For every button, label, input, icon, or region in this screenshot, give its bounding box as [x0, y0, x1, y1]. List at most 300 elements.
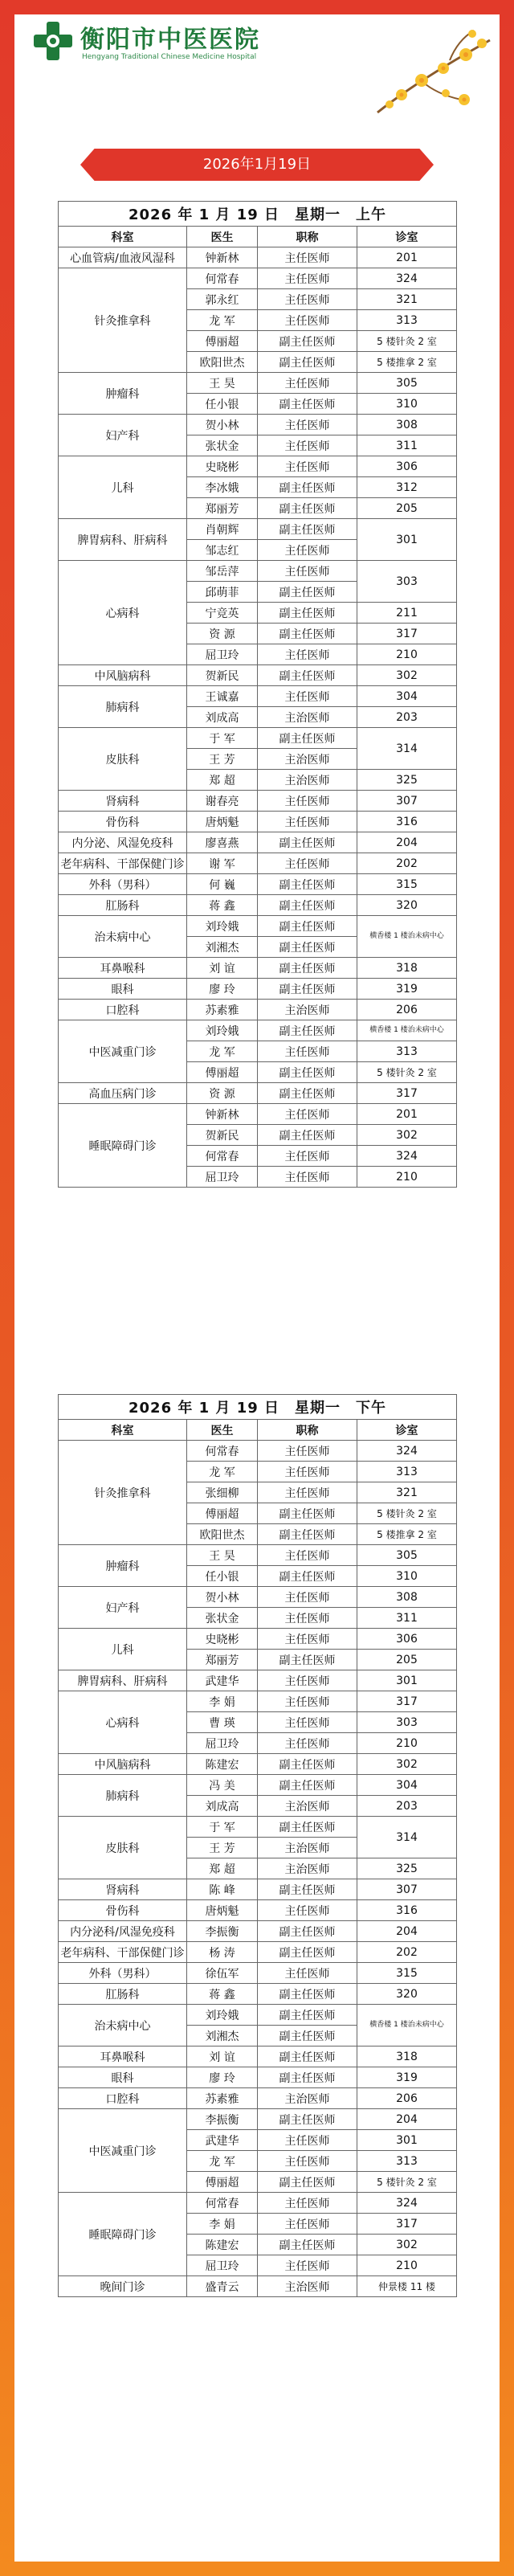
doctor-cell: 郑 超	[187, 1858, 258, 1879]
department-cell: 儿科	[59, 1629, 187, 1670]
title-cell: 副主任医师	[258, 603, 357, 624]
doctor-cell: 陈建宏	[187, 2235, 258, 2255]
title-cell: 副主任医师	[258, 1817, 357, 1838]
title-cell: 副主任医师	[258, 665, 357, 686]
table-row	[59, 1629, 457, 1650]
table-row	[59, 1670, 457, 1691]
frame-bottom	[0, 2562, 514, 2576]
room-cell: 5 楼针灸 2 室	[357, 1062, 457, 1083]
doctor-cell: 蒋 鑫	[187, 895, 258, 916]
table-row	[59, 2193, 457, 2214]
department-cell: 肛肠科	[59, 1984, 187, 2005]
title-cell: 主治医师	[258, 770, 357, 791]
title-cell: 副主任医师	[258, 1775, 357, 1796]
title-cell: 主任医师	[258, 2130, 357, 2151]
session-title: 2026 年 1 月 19 日 星期一 下午	[59, 1395, 457, 1420]
table-row	[59, 1545, 457, 1566]
title-cell: 副主任医师	[258, 352, 357, 373]
column-header: 科室	[59, 1420, 187, 1441]
room-cell: 横香楼 1 楼治未病中心	[357, 1020, 457, 1041]
department-cell: 脾胃病科、肝病科	[59, 1670, 187, 1691]
room-cell: 325	[357, 770, 457, 791]
session-title: 2026 年 1 月 19 日 星期一 上午	[59, 202, 457, 227]
frame-left	[0, 0, 14, 2576]
department-cell: 中风脑病科	[59, 665, 187, 686]
room-cell: 324	[357, 1441, 457, 1462]
title-cell: 副主任医师	[258, 958, 357, 979]
title-cell: 主任医师	[258, 1441, 357, 1462]
title-cell: 主任医师	[258, 2193, 357, 2214]
department-cell: 中医减重门诊	[59, 2109, 187, 2193]
title-cell: 主任医师	[258, 2214, 357, 2235]
title-cell: 主任医师	[258, 1104, 357, 1125]
room-cell: 321	[357, 289, 457, 310]
table-row	[59, 2067, 457, 2088]
title-cell: 主任医师	[258, 268, 357, 289]
doctor-cell: 苏素雅	[187, 1000, 258, 1020]
doctor-cell: 任小银	[187, 1566, 258, 1587]
table-row	[59, 1921, 457, 1942]
doctor-cell: 刘玲娥	[187, 1020, 258, 1041]
room-cell: 324	[357, 2193, 457, 2214]
room-cell: 303	[357, 561, 457, 603]
room-cell: 203	[357, 707, 457, 728]
title-cell: 副主任医师	[258, 1754, 357, 1775]
doctor-cell: 龙 军	[187, 310, 258, 331]
doctor-cell: 邹志红	[187, 540, 258, 561]
doctor-cell: 苏素雅	[187, 2088, 258, 2109]
doctor-cell: 陈 峰	[187, 1879, 258, 1900]
room-cell: 301	[357, 519, 457, 561]
doctor-cell: 谢 军	[187, 853, 258, 874]
title-cell: 主任医师	[258, 1670, 357, 1691]
doctor-cell: 刘 谊	[187, 958, 258, 979]
room-cell: 314	[357, 1817, 457, 1858]
department-cell: 脾胃病科、肝病科	[59, 519, 187, 561]
department-cell: 眼科	[59, 2067, 187, 2088]
room-cell: 204	[357, 832, 457, 853]
title-cell: 主任医师	[258, 247, 357, 268]
title-cell: 主任医师	[258, 1963, 357, 1984]
room-cell: 5 楼针灸 2 室	[357, 331, 457, 352]
room-cell: 仲景楼 11 楼	[357, 2276, 457, 2297]
doctor-cell: 廖喜燕	[187, 832, 258, 853]
doctor-cell: 冯 美	[187, 1775, 258, 1796]
title-cell: 主任医师	[258, 415, 357, 435]
department-cell: 耳鼻喉科	[59, 2046, 187, 2067]
table-row	[59, 958, 457, 979]
doctor-cell: 刘成高	[187, 707, 258, 728]
doctor-cell: 史晓彬	[187, 1629, 258, 1650]
title-cell: 副主任医师	[258, 874, 357, 895]
title-cell: 副主任医师	[258, 1921, 357, 1942]
title-cell: 主治医师	[258, 1796, 357, 1817]
department-cell: 眼科	[59, 979, 187, 1000]
title-cell: 副主任医师	[258, 2067, 357, 2088]
room-cell: 210	[357, 1167, 457, 1188]
room-cell: 312	[357, 477, 457, 498]
table-row	[59, 1775, 457, 1796]
room-cell: 303	[357, 1712, 457, 1733]
doctor-cell: 屈卫玲	[187, 1167, 258, 1188]
table-row	[59, 665, 457, 686]
title-cell: 副主任医师	[258, 937, 357, 958]
room-cell: 304	[357, 686, 457, 707]
room-cell: 320	[357, 895, 457, 916]
doctor-cell: 刘玲娥	[187, 2005, 258, 2026]
title-cell: 副主任医师	[258, 1984, 357, 2005]
doctor-cell: 张状金	[187, 435, 258, 456]
doctor-cell: 刘湘杰	[187, 937, 258, 958]
table-row	[59, 916, 457, 937]
title-cell: 副主任医师	[258, 1566, 357, 1587]
column-header: 诊室	[357, 227, 457, 247]
doctor-cell: 贺小林	[187, 415, 258, 435]
doctor-cell: 武建华	[187, 1670, 258, 1691]
department-cell: 治未病中心	[59, 2005, 187, 2046]
title-cell: 主任医师	[258, 1545, 357, 1566]
doctor-cell: 谢春亮	[187, 791, 258, 812]
header-row	[59, 1420, 457, 1441]
table-row	[59, 1942, 457, 1963]
department-cell: 针灸推拿科	[59, 268, 187, 373]
department-cell: 肾病科	[59, 1879, 187, 1900]
department-cell: 睡眠障碍门诊	[59, 1104, 187, 1188]
room-cell: 321	[357, 1482, 457, 1503]
title-cell: 副主任医师	[258, 1062, 357, 1083]
room-cell: 302	[357, 665, 457, 686]
room-cell: 311	[357, 435, 457, 456]
room-cell: 205	[357, 1650, 457, 1670]
room-cell: 202	[357, 853, 457, 874]
room-cell: 319	[357, 2067, 457, 2088]
department-cell: 肛肠科	[59, 895, 187, 916]
department-cell: 内分泌科/风湿免疫科	[59, 1921, 187, 1942]
table-row	[59, 1963, 457, 1984]
title-cell: 副主任医师	[258, 1083, 357, 1104]
doctor-cell: 贺新民	[187, 1125, 258, 1146]
doctor-cell: 欧阳世杰	[187, 352, 258, 373]
room-cell: 210	[357, 644, 457, 665]
department-cell: 口腔科	[59, 2088, 187, 2109]
title-cell: 主任医师	[258, 686, 357, 707]
table-row	[59, 1900, 457, 1921]
title-cell: 主治医师	[258, 1858, 357, 1879]
table-row	[59, 2088, 457, 2109]
room-cell: 324	[357, 1146, 457, 1167]
department-cell: 中风脑病科	[59, 1754, 187, 1775]
room-cell: 313	[357, 1462, 457, 1482]
table-row	[59, 832, 457, 853]
header-row	[59, 227, 457, 247]
department-cell: 儿科	[59, 456, 187, 519]
room-cell: 305	[357, 1545, 457, 1566]
table-row	[59, 728, 457, 749]
room-cell: 310	[357, 394, 457, 415]
column-header: 医生	[187, 1420, 258, 1441]
column-header: 医生	[187, 227, 258, 247]
doctor-cell: 何常春	[187, 1441, 258, 1462]
doctor-cell: 张状金	[187, 1608, 258, 1629]
table-row	[59, 373, 457, 394]
doctor-cell: 肖朝辉	[187, 519, 258, 540]
frame-right	[500, 0, 514, 2576]
department-cell: 老年病科、干部保健门诊	[59, 1942, 187, 1963]
department-cell: 晚间门诊	[59, 2276, 187, 2297]
doctor-cell: 屈卫玲	[187, 1733, 258, 1754]
title-cell: 副主任医师	[258, 1020, 357, 1041]
department-cell: 肿瘤科	[59, 373, 187, 415]
title-cell: 主任医师	[258, 644, 357, 665]
room-cell: 205	[357, 498, 457, 519]
room-cell: 306	[357, 1629, 457, 1650]
table-row	[59, 561, 457, 582]
title-cell: 副主任医师	[258, 394, 357, 415]
doctor-cell: 郑丽芳	[187, 498, 258, 519]
room-cell: 5 楼推拿 2 室	[357, 1524, 457, 1545]
room-cell: 308	[357, 415, 457, 435]
room-cell: 316	[357, 1900, 457, 1921]
doctor-cell: 王诚嘉	[187, 686, 258, 707]
doctor-cell: 武建华	[187, 2130, 258, 2151]
room-cell: 318	[357, 958, 457, 979]
table-row	[59, 791, 457, 812]
room-cell: 315	[357, 874, 457, 895]
room-cell: 316	[357, 812, 457, 832]
room-cell: 302	[357, 2235, 457, 2255]
department-cell: 皮肤科	[59, 728, 187, 791]
title-cell: 主任医师	[258, 1587, 357, 1608]
doctor-cell: 唐炳魁	[187, 812, 258, 832]
doctor-cell: 王 芳	[187, 1838, 258, 1858]
department-cell: 肾病科	[59, 791, 187, 812]
doctor-cell: 刘 谊	[187, 2046, 258, 2067]
doctor-cell: 郑丽芳	[187, 1650, 258, 1670]
room-cell: 325	[357, 1858, 457, 1879]
doctor-cell: 徐伍军	[187, 1963, 258, 1984]
department-cell: 心血管病/血液风湿科	[59, 247, 187, 268]
room-cell: 319	[357, 979, 457, 1000]
department-cell: 口腔科	[59, 1000, 187, 1020]
room-cell: 301	[357, 2130, 457, 2151]
table-row	[59, 686, 457, 707]
title-cell: 副主任医师	[258, 979, 357, 1000]
table-row	[59, 1441, 457, 1462]
table-row	[59, 1817, 457, 1838]
doctor-cell: 蒋 鑫	[187, 1984, 258, 2005]
department-cell: 针灸推拿科	[59, 1441, 187, 1545]
title-cell: 主任医师	[258, 456, 357, 477]
room-cell: 314	[357, 728, 457, 770]
plum-blossom-decoration-icon	[369, 24, 498, 129]
room-cell: 206	[357, 1000, 457, 1020]
title-cell: 副主任医师	[258, 832, 357, 853]
room-cell: 315	[357, 1963, 457, 1984]
table-row	[59, 2046, 457, 2067]
table-row	[59, 2005, 457, 2026]
hospital-name: 衡阳市中医医院	[80, 26, 260, 54]
room-cell: 204	[357, 2109, 457, 2130]
room-cell: 306	[357, 456, 457, 477]
doctor-cell: 何常春	[187, 1146, 258, 1167]
title-cell: 副主任医师	[258, 1942, 357, 1963]
title-cell: 副主任医师	[258, 2235, 357, 2255]
doctor-cell: 史晓彬	[187, 456, 258, 477]
title-cell: 主任医师	[258, 1712, 357, 1733]
title-cell: 副主任医师	[258, 498, 357, 519]
table-row	[59, 1587, 457, 1608]
room-cell: 横香楼 1 楼治未病中心	[357, 916, 457, 958]
doctor-cell: 龙 军	[187, 2151, 258, 2172]
title-cell: 主任医师	[258, 1462, 357, 1482]
table-row	[59, 853, 457, 874]
room-cell: 302	[357, 1125, 457, 1146]
title-cell: 主治医师	[258, 707, 357, 728]
room-cell: 320	[357, 1984, 457, 2005]
doctor-cell: 贺小林	[187, 1587, 258, 1608]
room-cell: 304	[357, 1775, 457, 1796]
doctor-cell: 钟新林	[187, 247, 258, 268]
table-row	[59, 1879, 457, 1900]
doctor-cell: 刘玲娥	[187, 916, 258, 937]
afternoon-schedule-table	[58, 1394, 457, 2297]
title-cell: 主治医师	[258, 2088, 357, 2109]
title-cell: 主治医师	[258, 1000, 357, 1020]
title-cell: 主任医师	[258, 435, 357, 456]
doctor-cell: 何常春	[187, 268, 258, 289]
department-cell: 心病科	[59, 561, 187, 665]
room-cell: 211	[357, 603, 457, 624]
room-cell: 317	[357, 1083, 457, 1104]
title-cell: 副主任医师	[258, 895, 357, 916]
session-title-row	[59, 1395, 457, 1420]
title-cell: 主任医师	[258, 1041, 357, 1062]
room-cell: 302	[357, 1754, 457, 1775]
doctor-cell: 钟新林	[187, 1104, 258, 1125]
room-cell: 307	[357, 791, 457, 812]
room-cell: 横香楼 1 楼治未病中心	[357, 2005, 457, 2046]
doctor-cell: 李 娟	[187, 2214, 258, 2235]
title-cell: 主任医师	[258, 1608, 357, 1629]
doctor-cell: 廖 玲	[187, 979, 258, 1000]
table-row	[59, 1984, 457, 2005]
table-row	[59, 812, 457, 832]
table-row	[59, 1083, 457, 1104]
date-banner	[80, 149, 434, 181]
title-cell: 主任医师	[258, 1146, 357, 1167]
table-row	[59, 1691, 457, 1712]
hospital-name-en: Hengyang Traditional Chinese Medicine Hospital	[82, 53, 257, 61]
doctor-cell: 龙 军	[187, 1462, 258, 1482]
table-row	[59, 1000, 457, 1020]
table-row	[59, 247, 457, 268]
room-cell: 317	[357, 2214, 457, 2235]
frame-top	[0, 0, 514, 14]
doctor-cell: 何 巍	[187, 874, 258, 895]
doctor-cell: 李振衡	[187, 2109, 258, 2130]
doctor-cell: 傅丽超	[187, 1062, 258, 1083]
department-cell: 耳鼻喉科	[59, 958, 187, 979]
department-cell: 心病科	[59, 1691, 187, 1754]
title-cell: 副主任医师	[258, 2005, 357, 2026]
column-header: 职称	[258, 1420, 357, 1441]
room-cell: 313	[357, 2151, 457, 2172]
department-cell: 肺病科	[59, 1775, 187, 1817]
room-cell: 310	[357, 1566, 457, 1587]
column-header: 职称	[258, 227, 357, 247]
department-cell: 睡眠障碍门诊	[59, 2193, 187, 2276]
room-cell: 201	[357, 247, 457, 268]
title-cell: 主任医师	[258, 1167, 357, 1188]
column-header: 科室	[59, 227, 187, 247]
room-cell: 313	[357, 310, 457, 331]
title-cell: 主治医师	[258, 749, 357, 770]
title-cell: 主任医师	[258, 853, 357, 874]
department-cell: 高血压病门诊	[59, 1083, 187, 1104]
doctor-cell: 欧阳世杰	[187, 1524, 258, 1545]
title-cell: 主任医师	[258, 289, 357, 310]
title-cell: 主任医师	[258, 2255, 357, 2276]
session-title-row	[59, 202, 457, 227]
table-row	[59, 2276, 457, 2297]
doctor-cell: 张细柳	[187, 1482, 258, 1503]
table-row	[59, 519, 457, 540]
room-cell: 318	[357, 2046, 457, 2067]
department-cell: 治未病中心	[59, 916, 187, 958]
room-cell: 201	[357, 1104, 457, 1125]
department-cell: 老年病科、干部保健门诊	[59, 853, 187, 874]
title-cell: 副主任医师	[258, 519, 357, 540]
doctor-cell: 郭永红	[187, 289, 258, 310]
room-cell: 317	[357, 624, 457, 644]
title-cell: 副主任医师	[258, 1125, 357, 1146]
room-cell: 307	[357, 1879, 457, 1900]
room-cell: 210	[357, 1733, 457, 1754]
doctor-cell: 王 昊	[187, 373, 258, 394]
title-cell: 主任医师	[258, 1482, 357, 1503]
title-cell: 副主任医师	[258, 1524, 357, 1545]
doctor-cell: 宁竞英	[187, 603, 258, 624]
table-row	[59, 979, 457, 1000]
department-cell: 皮肤科	[59, 1817, 187, 1879]
doctor-cell: 刘湘杰	[187, 2026, 258, 2046]
doctor-cell: 刘成高	[187, 1796, 258, 1817]
title-cell: 主任医师	[258, 1733, 357, 1754]
title-cell: 副主任医师	[258, 1650, 357, 1670]
title-cell: 主任医师	[258, 812, 357, 832]
hospital-cross-logo-icon	[32, 20, 74, 62]
doctor-cell: 傅丽超	[187, 331, 258, 352]
title-cell: 副主任医师	[258, 916, 357, 937]
title-cell: 主任医师	[258, 373, 357, 394]
table-row	[59, 1104, 457, 1125]
doctor-cell: 曹 瑛	[187, 1712, 258, 1733]
title-cell: 副主任医师	[258, 477, 357, 498]
title-cell: 副主任医师	[258, 1503, 357, 1524]
table-row	[59, 415, 457, 435]
department-cell: 内分泌、风湿免疫科	[59, 832, 187, 853]
doctor-cell: 李振衡	[187, 1921, 258, 1942]
doctor-cell: 李冰娥	[187, 477, 258, 498]
room-cell: 5 楼推拿 2 室	[357, 352, 457, 373]
doctor-cell: 邱萌菲	[187, 582, 258, 603]
title-cell: 副主任医师	[258, 624, 357, 644]
doctor-cell: 王 昊	[187, 1545, 258, 1566]
doctor-cell: 邹岳萍	[187, 561, 258, 582]
room-cell: 311	[357, 1608, 457, 1629]
doctor-cell: 任小银	[187, 394, 258, 415]
doctor-cell: 屈卫玲	[187, 644, 258, 665]
